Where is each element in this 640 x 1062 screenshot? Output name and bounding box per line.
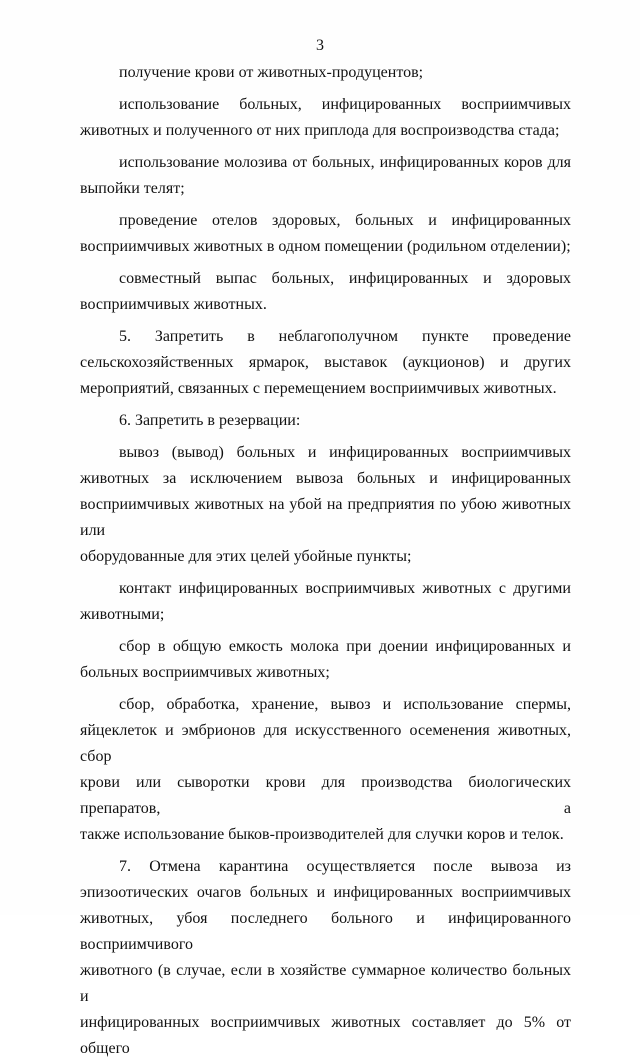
text-line: восприимчивых животных в одном помещении (родильном отделении); <box>80 238 571 255</box>
text-line: восприимчивых животных на убой на предприятия по убою животных или <box>80 496 571 539</box>
text-line: животного (в случае, если в хозяйстве суммарное количество больных и <box>80 962 571 1005</box>
text-line: сельскохозяйственных ярмарок, выставок (аукционов) и других <box>80 354 571 371</box>
text-line: животными; <box>80 606 165 623</box>
paragraph <box>80 576 571 628</box>
text-line: сбор, обработка, хранение, вывоз и использование спермы, <box>119 696 571 713</box>
text-line: яйцеклеток и эмбрионов для искусственного осеменения животных, сбор <box>80 722 571 765</box>
text-line: контакт инфицированных восприимчивых животных с другими <box>119 580 571 597</box>
paragraph <box>80 60 571 86</box>
paragraph <box>80 266 571 318</box>
text-line: 5. Запретить в неблагополучном пункте проведение <box>119 328 571 345</box>
text-line: вывоз (вывод) больных и инфицированных восприимчивых <box>119 444 571 461</box>
text-line: животных, убоя последнего больного и инфицированного восприимчивого <box>80 910 571 953</box>
text-line: совместный выпас больных, инфицированных и здоровых <box>119 270 571 287</box>
text-line: использование больных, инфицированных восприимчивых <box>119 96 571 113</box>
text-line: выпойки телят; <box>80 180 185 197</box>
paragraph <box>80 92 571 144</box>
paragraph <box>80 324 571 402</box>
paragraph <box>80 440 571 570</box>
paragraph <box>80 208 571 260</box>
text-line: животных за исключением вывоза больных и инфицированных <box>80 470 571 487</box>
text-line: больных восприимчивых животных; <box>80 664 330 681</box>
document-body <box>80 60 571 1062</box>
text-line: животных и полученного от них приплода для воспроизводства стада; <box>80 122 560 139</box>
paragraph <box>80 634 571 686</box>
page-number: 3 <box>316 37 324 54</box>
text-line: получение крови от животных-продуцентов; <box>119 64 424 81</box>
paragraph <box>80 854 571 1062</box>
paragraph <box>80 408 571 434</box>
text-line: сбор в общую емкость молока при доении инфицированных и <box>119 638 571 655</box>
paragraph <box>80 150 571 202</box>
text-line: мероприятий, связанных с перемещением восприимчивых животных. <box>80 380 557 397</box>
text-line: оборудованные для этих целей убойные пункты; <box>80 548 412 565</box>
paragraph <box>80 692 571 848</box>
text-line: использование молозива от больных, инфицированных коров для <box>119 154 571 171</box>
text-line: эпизоотических очагов больных и инфицированных восприимчивых <box>80 884 571 901</box>
text-line: 7. Отмена карантина осуществляется после вывоза из <box>119 858 571 875</box>
text-line: проведение отелов здоровых, больных и инфицированных <box>119 212 571 229</box>
text-line: 6. Запретить в резервации: <box>119 412 301 429</box>
text-line: восприимчивых животных. <box>80 296 267 313</box>
text-line: также использование быков-производителей для случки коров и телок. <box>80 826 564 843</box>
text-line: крови или сыворотки крови для производства биологических препаратов, а <box>80 774 571 817</box>
text-line: инфицированных восприимчивых животных составляет до 5% от общего <box>80 1014 571 1057</box>
